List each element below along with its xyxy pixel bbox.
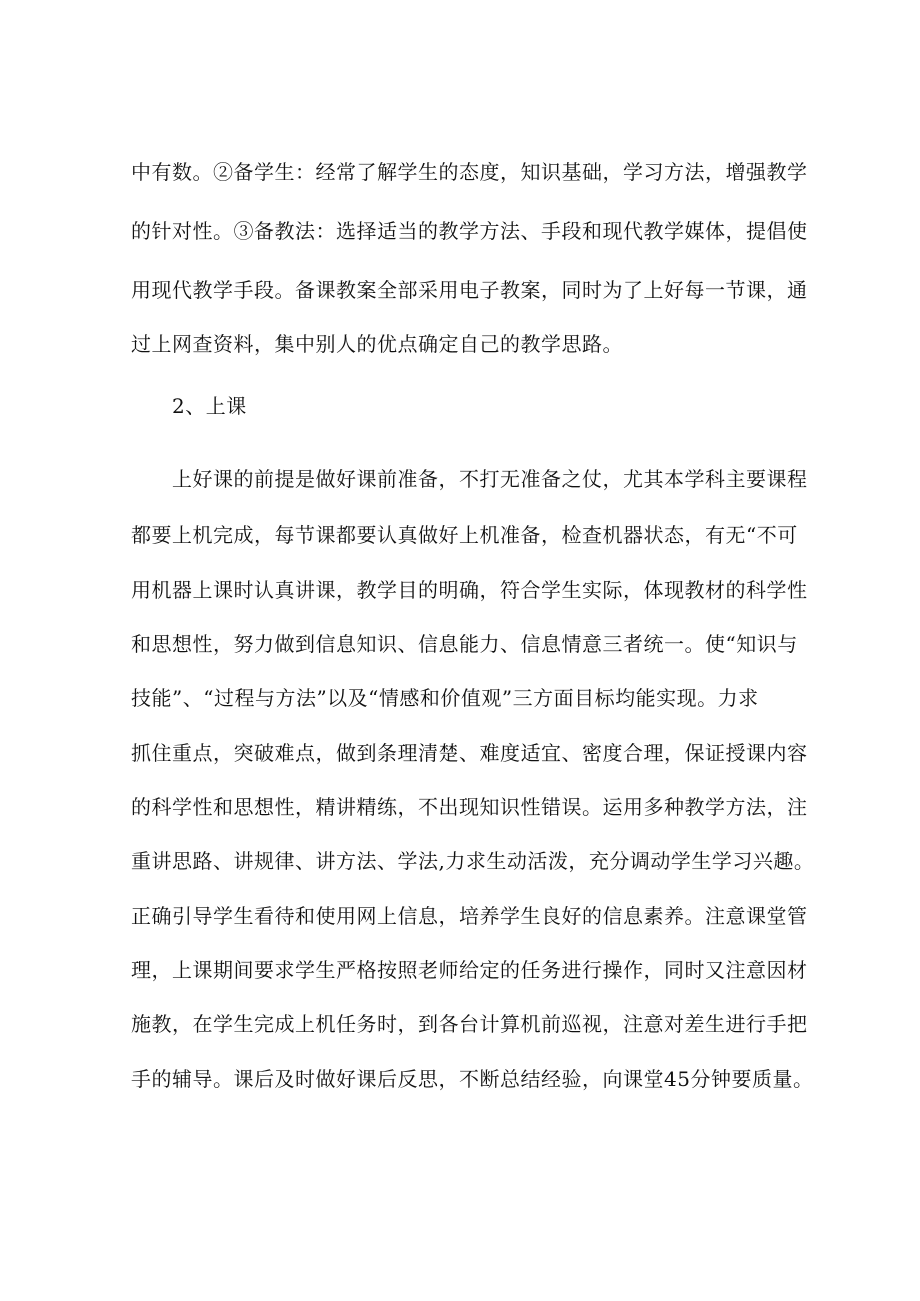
- paragraph-2-line-6: 抓住重点，突破难点，做到条理清楚、难度适宜、密度合理，保证授课内容: [131, 741, 808, 765]
- paragraph-2-line-3: 用机器上课时认真讲课，教学目的明确，符合学生实际，体现教材的科学性: [131, 578, 808, 602]
- paragraph-2-line-12: 手的辅导。课后及时做好课后反思，不断总结经验，向课堂45分钟要质量。: [131, 1067, 814, 1091]
- paragraph-1-line-3: 用现代教学手段。备课教案全部采用电子教案，同时为了上好每一节课，通: [131, 278, 808, 302]
- paragraph-2-line-8: 重讲思路、讲规律、讲方法、学法,力求生动活泼，充分调动学生学习兴趣。: [131, 849, 815, 873]
- paragraph-2-line-2: 都要上机完成，每节课都要认真做好上机准备，检查机器状态，有无“不可: [131, 523, 798, 547]
- paragraph-2-line-7: 的科学性和思想性，精讲精练，不出现知识性错误。运用多种教学方法，注: [131, 795, 808, 819]
- section-heading: 2、上课: [172, 394, 247, 418]
- paragraph-1-line-2: 的针对性。③备教法：选择适当的教学方法、手段和现代教学媒体，提倡使: [131, 219, 808, 243]
- paragraph-2-line-5: 技能”、“过程与方法”以及“情感和价值观”三方面目标均能实现。力求: [131, 686, 759, 710]
- paragraph-1-line-1: 中有数。②备学生：经常了解学生的态度，知识基础，学习方法，增强教学: [131, 160, 808, 184]
- paragraph-2-line-9: 正确引导学生看待和使用网上信息，培养学生良好的信息素养。注意课堂管: [131, 904, 808, 928]
- paragraph-2-line-4: 和思想性，努力做到信息知识、信息能力、信息情意三者统一。使“知识与: [131, 632, 798, 656]
- paragraph-2-line-11: 施教，在学生完成上机任务时，到各台计算机前巡视，注意对差生进行手把: [131, 1012, 808, 1036]
- paragraph-2-line-10: 理，上课期间要求学生严格按照老师给定的任务进行操作，同时又注意因材: [131, 958, 808, 982]
- paragraph-1-line-4: 过上网查资料，集中别人的优点确定自己的教学思路。: [131, 332, 623, 356]
- paragraph-2-line-1: 上好课的前提是做好课前准备，不打无准备之仗，尤其本学科主要课程: [172, 467, 808, 491]
